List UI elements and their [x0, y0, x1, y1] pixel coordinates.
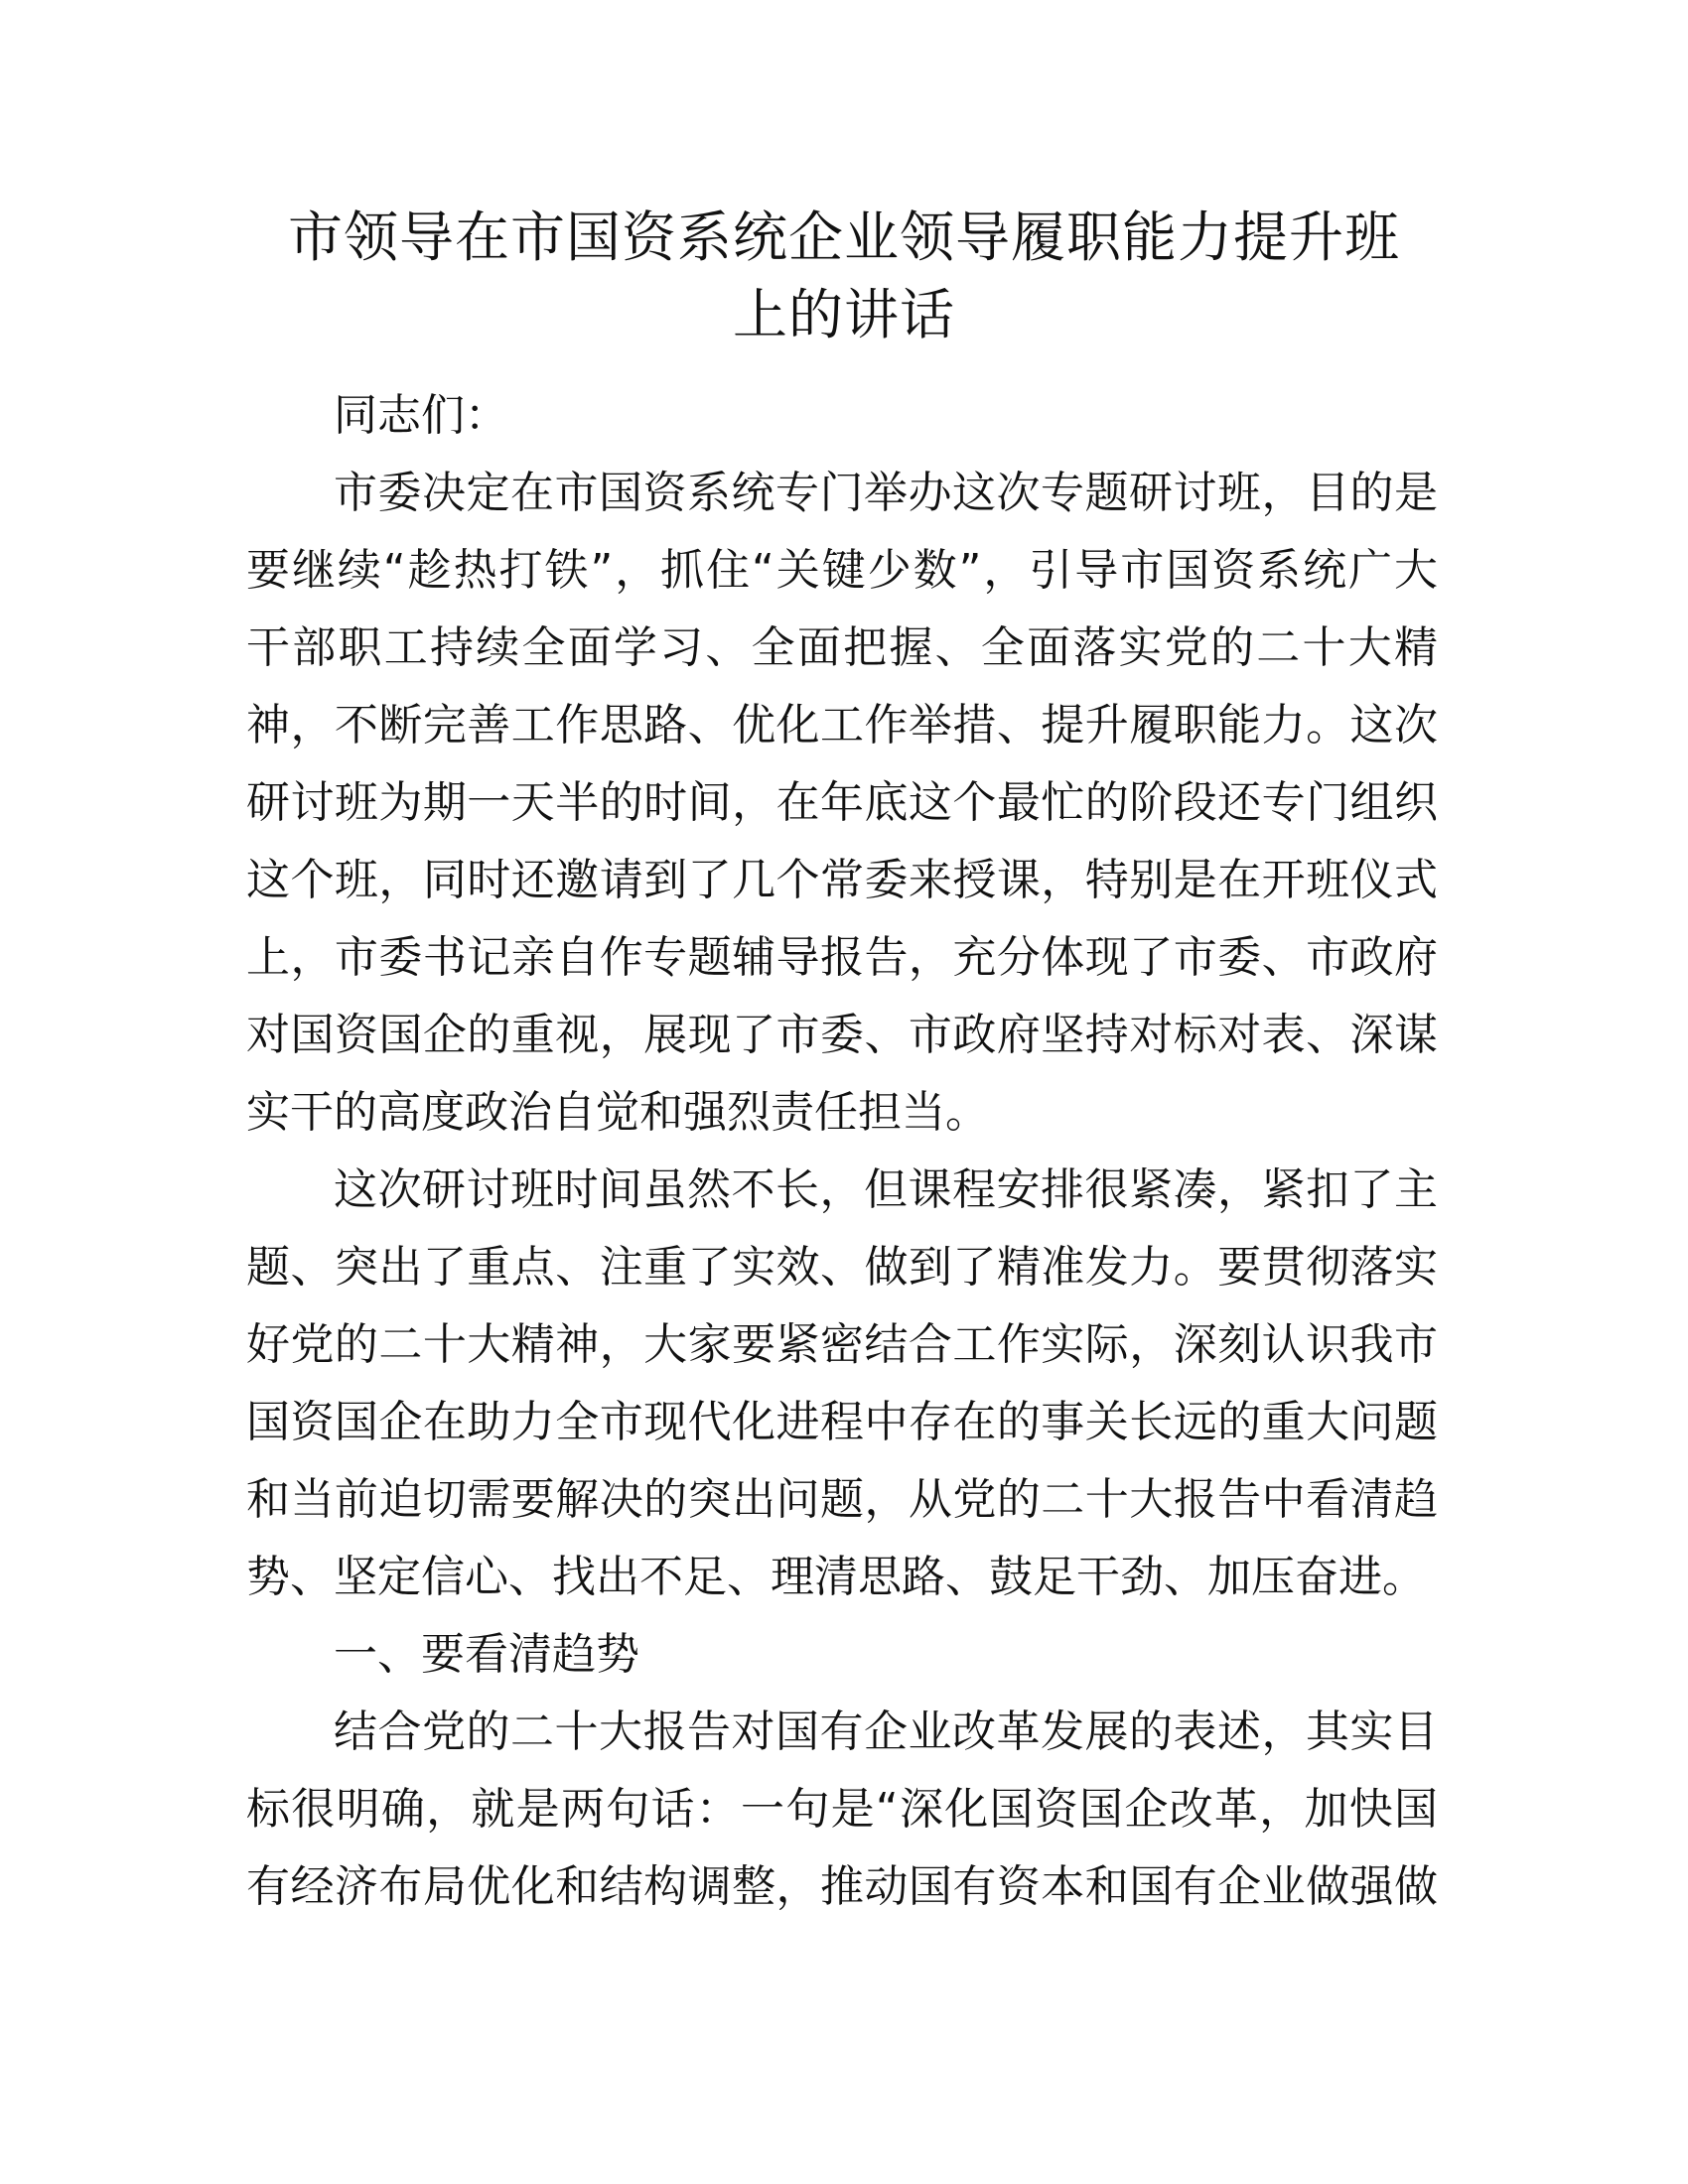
paragraph-1: [246, 455, 1438, 1152]
paragraph-line: 标很明确，就是两句话：一句是“深化国资国企改革，加快国: [246, 1784, 1438, 1835]
paragraph-line: 神，不断完善工作思路、优化工作举措、提升履职能力。这次: [246, 700, 1438, 751]
paragraph-line: 结合党的二十大报告对国有企业改革发展的表述，其实目: [334, 1706, 1438, 1757]
heading-line: 一、要看清趋势: [334, 1629, 639, 1680]
paragraph-line: 实干的高度政治自觉和强烈责任担当。: [246, 1087, 989, 1138]
paragraph-line: 这次研讨班时间虽然不长，但课程安排很紧凑，紧扣了主: [334, 1164, 1438, 1215]
paragraph-line: 对国资国企的重视，展现了市委、市政府坚持对标对表、深谋: [246, 1010, 1438, 1060]
title-line-2: 上的讲话: [732, 283, 955, 346]
paragraph-line: 研讨班为期一天半的时间，在年底这个最忙的阶段还专门组织: [246, 777, 1438, 828]
paragraph-line: 干部职工持续全面学习、全面把握、全面落实党的二十大精: [246, 622, 1438, 673]
paragraph-2: [246, 1152, 1438, 1616]
paragraph-3: [246, 1694, 1438, 1926]
paragraph-line: 和当前迫切需要解决的突出问题，从党的二十大报告中看清趋: [246, 1474, 1438, 1525]
greeting-line: 同志们：: [334, 390, 508, 441]
paragraph-line: 题、突出了重点、注重了实效、做到了精准发力。要贯彻落实: [246, 1242, 1438, 1293]
paragraph-line: 要继续“趁热打铁”，抓住“关键少数”，引导市国资系统广大: [246, 545, 1438, 596]
greeting: [246, 377, 1438, 455]
document-title: [199, 199, 1489, 353]
paragraph-line: 国资国企在助力全市现代化进程中存在的事关长远的重大问题: [246, 1397, 1438, 1447]
document-body: [246, 377, 1438, 1926]
paragraph-line: 有经济布局优化和结构调整，推动国有资本和国有企业做强做: [246, 1861, 1438, 1912]
paragraph-line: 势、坚定信心、找出不足、理清思路、鼓足干劲、加压奋进。: [246, 1552, 1426, 1602]
paragraph-line: 市委决定在市国资系统专门举办这次专题研讨班，目的是: [334, 468, 1438, 518]
title-line-1: 市领导在市国资系统企业领导履职能力提升班: [287, 205, 1400, 269]
paragraph-line: 这个班，同时还邀请到了几个常委来授课，特别是在开班仪式: [246, 855, 1438, 905]
section-heading-1: [246, 1616, 1438, 1694]
paragraph-line: 上，市委书记亲自作专题辅导报告，充分体现了市委、市政府: [246, 932, 1438, 983]
paragraph-line: 好党的二十大精神，大家要紧密结合工作实际，深刻认识我市: [246, 1319, 1438, 1370]
